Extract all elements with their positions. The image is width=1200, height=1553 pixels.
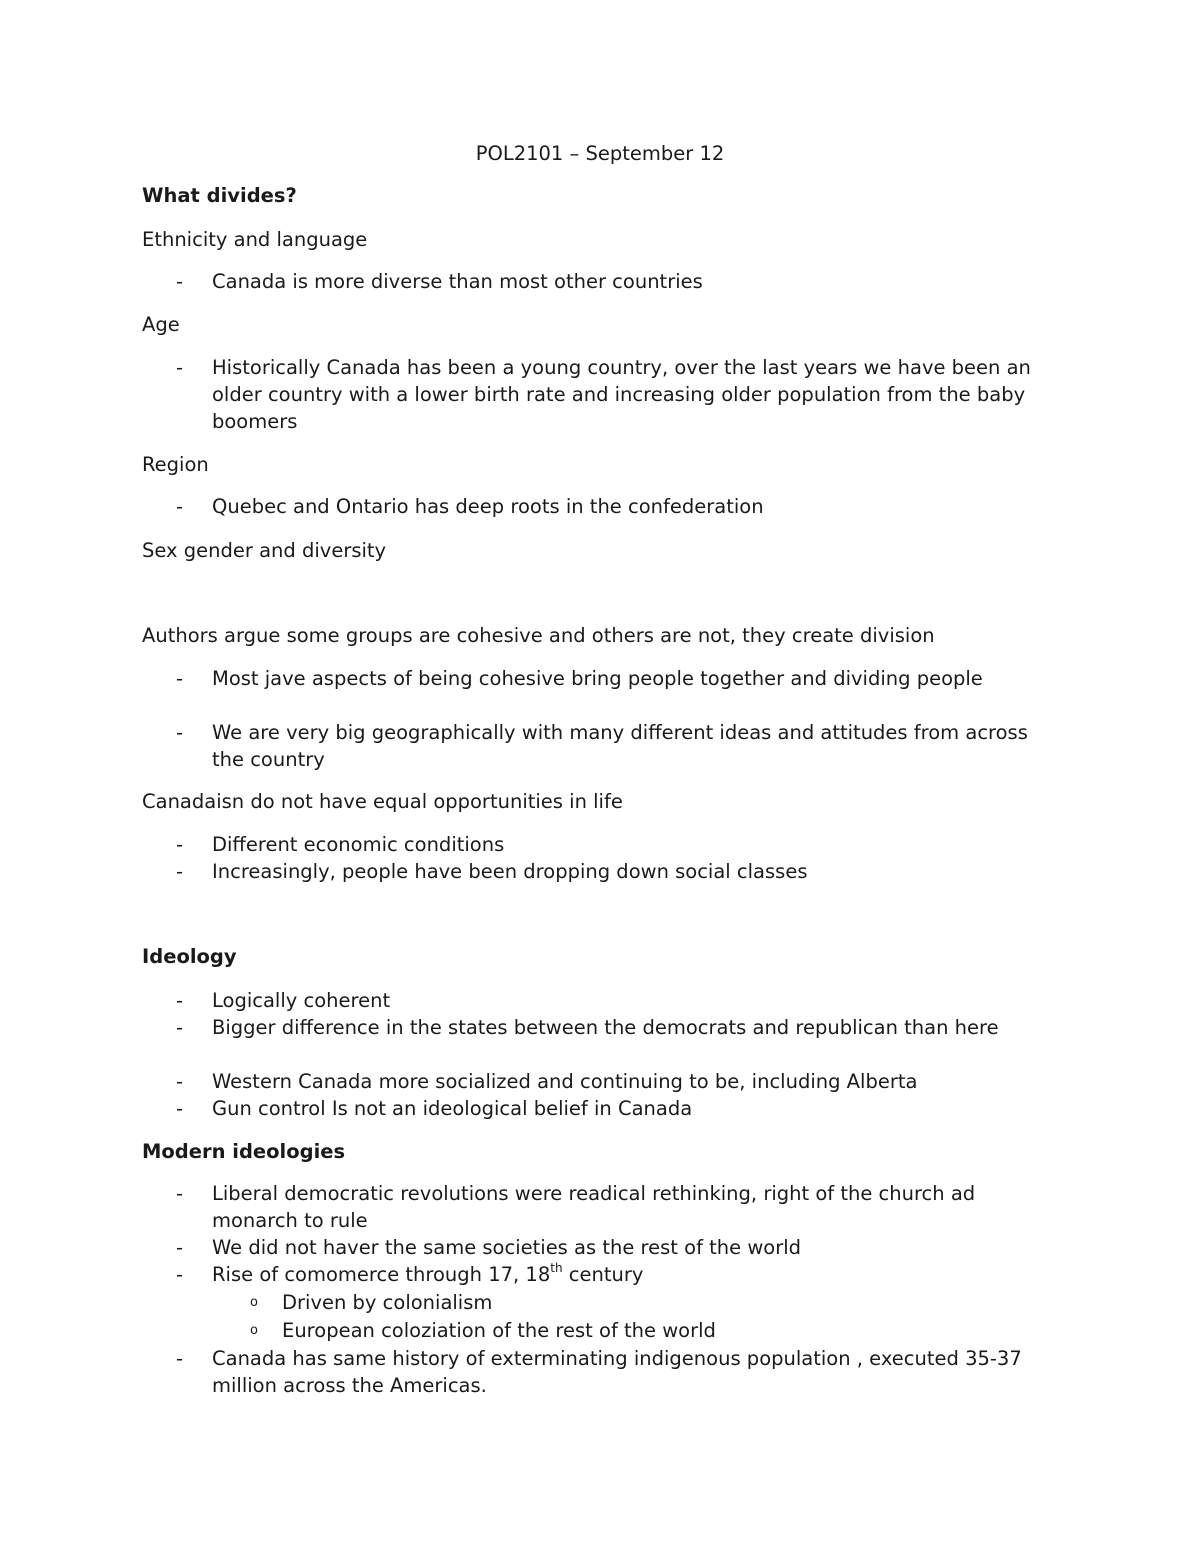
sub-bullet-text: Driven by colonialism	[282, 1291, 493, 1314]
bullet-marker: -	[176, 721, 184, 744]
bullet-marker: -	[176, 356, 184, 379]
bullet-text: Gun control Is not an ideological belief in Canada	[212, 1097, 693, 1120]
heading-modern-ideologies: Modern ideologies	[142, 1140, 346, 1163]
bullet-text: Liberal democratic revolutions were readical rethinking, right of the church ad monarch to rule	[212, 1182, 976, 1232]
bullet-marker: -	[176, 860, 184, 883]
sub-bullet-text: European coloziation of the rest of the world	[282, 1319, 716, 1342]
bullet-text: Bigger difference in the states between the democrats and republican than here	[212, 1016, 999, 1039]
bullet-marker: -	[176, 1182, 184, 1205]
heading-ideology: Ideology	[142, 945, 237, 968]
bullet-marker: -	[176, 1347, 184, 1370]
superscript-th: th	[550, 1260, 563, 1275]
label-sex-gender: Sex gender and diversity	[142, 539, 387, 562]
bullet-text: Canada has same history of exterminating indigenous population , executed 35-37 million across the Americas.	[212, 1347, 1022, 1397]
label-authors: Authors argue some groups are cohesive and others are not, they create division	[142, 624, 935, 647]
label-region: Region	[142, 453, 209, 476]
heading-what-divides: What divides?	[142, 184, 297, 207]
bullet-marker: -	[176, 1070, 184, 1093]
label-opportunities: Canadaisn do not have equal opportunities in life	[142, 790, 623, 813]
bullet-marker: -	[176, 1263, 184, 1286]
bullet-marker: -	[176, 1016, 184, 1039]
sub-bullet-marker: o	[250, 1295, 258, 1310]
bullet-text: Different economic conditions	[212, 833, 505, 856]
bullet-marker: -	[176, 270, 184, 293]
bullet-text: Logically coherent	[212, 989, 391, 1012]
bullet-text: We did not haver the same societies as the rest of the world	[212, 1236, 802, 1259]
bullet-text-commerce	[212, 1261, 1072, 1288]
commerce-text: Rise of comomerce through 17, 18	[212, 1263, 551, 1286]
bullet-text: Historically Canada has been a young country, over the last years we have been an older country with a lower birth rate and increasing older population from the baby boomers	[212, 356, 1031, 433]
page-title: POL2101 – September 12	[475, 142, 725, 165]
commerce-suffix: century	[562, 1263, 644, 1286]
bullet-text: Western Canada more socialized and continuing to be, including Alberta	[212, 1070, 918, 1093]
bullet-marker: -	[176, 1097, 184, 1120]
bullet-text: We are very big geographically with many different ideas and attitudes from across the country	[212, 721, 1028, 771]
bullet-text: Increasingly, people have been dropping down social classes	[212, 860, 808, 883]
bullet-marker: -	[176, 495, 184, 518]
label-age: Age	[142, 313, 180, 336]
sub-bullet-marker: o	[250, 1323, 258, 1338]
bullet-marker: -	[176, 833, 184, 856]
bullet-text: Most jave aspects of being cohesive bring people together and dividing people	[212, 667, 983, 690]
bullet-marker: -	[176, 667, 184, 690]
bullet-text: Quebec and Ontario has deep roots in the confederation	[212, 495, 764, 518]
label-ethnicity: Ethnicity and language	[142, 228, 368, 251]
bullet-marker: -	[176, 989, 184, 1012]
bullet-marker: -	[176, 1236, 184, 1259]
bullet-text: Canada is more diverse than most other countries	[212, 270, 703, 293]
